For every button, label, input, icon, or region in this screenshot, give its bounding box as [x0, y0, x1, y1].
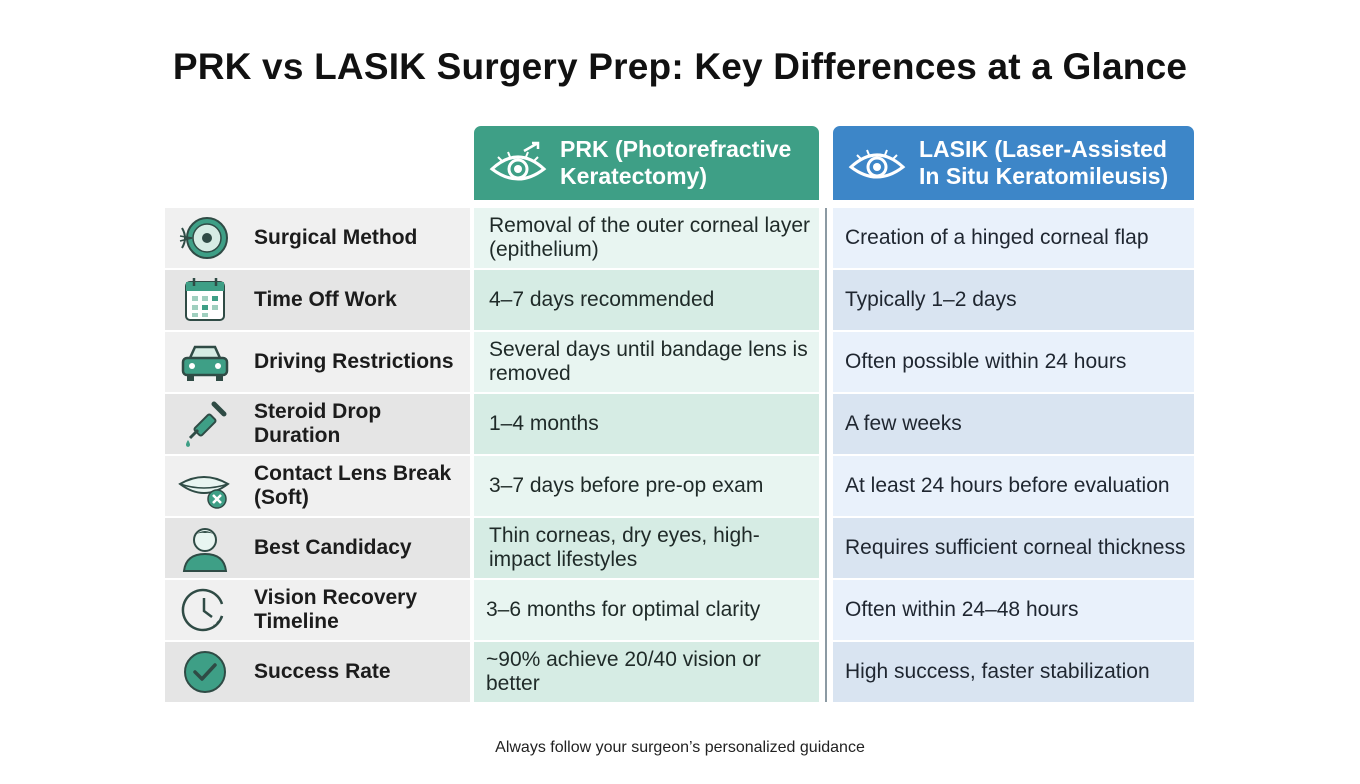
row-label-cell: [165, 208, 470, 268]
row-label: Vision Recovery Timeline: [254, 586, 418, 633]
prk-cell: Removal of the outer corneal layer (epithelium): [474, 208, 819, 268]
table-row: [165, 394, 1195, 454]
prk-cell: 3–6 months for optimal clarity: [474, 580, 819, 640]
row-label: Success Rate: [254, 660, 391, 683]
row-label-cell: [165, 394, 470, 454]
prk-cell: Thin corneas, dry eyes, high-impact lifestyles: [474, 518, 819, 578]
prk-cell: 4–7 days recommended: [474, 270, 819, 330]
row-label: Contact Lens Break (Soft): [254, 462, 452, 509]
table-row: [165, 332, 1195, 392]
row-label-cell: [165, 332, 470, 392]
prk-column-title: PRK (Photorefractive Keratectomy): [560, 136, 792, 189]
row-label-cell: [165, 270, 470, 330]
eye-anatomy-icon: [178, 214, 232, 262]
prk-cell: 1–4 months: [474, 394, 819, 454]
row-label-cell: [165, 518, 470, 578]
eye-dropper-icon: [178, 400, 232, 448]
clock-icon: [178, 586, 232, 634]
table-row: [165, 208, 1195, 268]
person-icon: [178, 524, 232, 572]
lasik-cell: Often within 24–48 hours: [833, 580, 1194, 640]
footer-note: Always follow your surgeon’s personalized guidance: [495, 739, 865, 756]
contact-lens-icon: [178, 462, 232, 510]
table-row: [165, 642, 1195, 702]
lasik-column-header: [833, 126, 1194, 200]
table-row: [165, 456, 1195, 516]
lasik-cell: High success, faster stabilization: [833, 642, 1194, 702]
row-label: Steroid Drop Duration: [254, 400, 382, 447]
table-row: [165, 270, 1195, 330]
lasik-cell: Often possible within 24 hours: [833, 332, 1194, 392]
lasik-cell: Creation of a hinged corneal flap: [833, 208, 1194, 268]
car-icon: [178, 338, 232, 386]
table-row: [165, 580, 1195, 640]
lasik-cell: A few weeks: [833, 394, 1194, 454]
lasik-cell: Requires sufficient corneal thickness: [833, 518, 1194, 578]
lasik-cell: Typically 1–2 days: [833, 270, 1194, 330]
prk-column-header: [474, 126, 819, 200]
eye-icon: [847, 141, 909, 185]
calendar-icon: [178, 276, 232, 324]
prk-cell: Several days until bandage lens is removed: [474, 332, 819, 392]
row-label-cell: [165, 456, 470, 516]
row-label-cell: [165, 642, 470, 702]
lasik-column-title: LASIK (Laser-Assisted In Situ Keratomileusis): [919, 136, 1169, 189]
lasik-cell: At least 24 hours before evaluation: [833, 456, 1194, 516]
row-label: Time Off Work: [254, 288, 397, 311]
row-label: Surgical Method: [254, 226, 418, 249]
table-row: [165, 518, 1195, 578]
eye-icon: [488, 141, 550, 185]
page-title: PRK vs LASIK Surgery Prep: Key Differences at a Glance: [172, 46, 1188, 87]
prk-cell: ~90% achieve 20/40 vision or better: [474, 642, 819, 702]
row-label: Best Candidacy: [254, 536, 412, 559]
check-circle-icon: [178, 648, 232, 696]
row-label: Driving Restrictions: [254, 350, 454, 373]
row-label-cell: [165, 580, 470, 640]
prk-cell: 3–7 days before pre-op exam: [474, 456, 819, 516]
